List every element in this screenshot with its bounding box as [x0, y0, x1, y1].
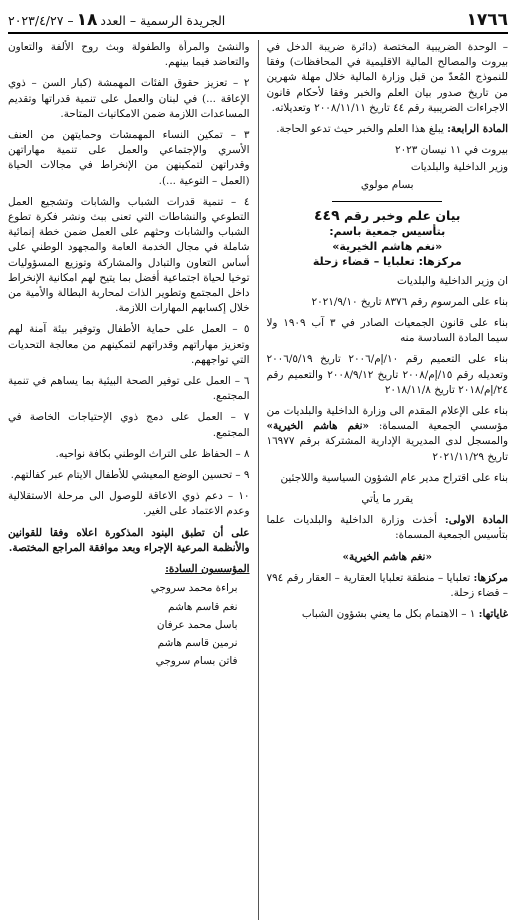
- notice-number: ٤٤٩: [314, 207, 340, 224]
- article-four: [267, 122, 509, 137]
- association-location: مركزها: تعلبايا – قضاء زحلة: [312, 255, 462, 269]
- goal-item-6: ٦ – العمل على توفير الصحة البيئية بما يساهم في تنمية المجتمع.: [8, 375, 250, 403]
- goals-text: ١ – الاهتمام بكل ما يعني بشؤون الشباب: [301, 608, 479, 621]
- notification-association-name: «نغم هاشم الخيرية»: [266, 420, 369, 433]
- section-divider: [332, 201, 442, 202]
- based-on-proposal: بناء على اقتراح مدير عام الشؤون السياسية واللاجئين: [280, 471, 508, 484]
- left-column: [8, 40, 259, 920]
- goals-continuation: والنشئ والمرأة والطفولة وبث روح الألفة والتعاون والتعاضد فيما بينهم.: [8, 41, 250, 69]
- right-column: [259, 40, 509, 920]
- goal-item-5: ٥ – العمل على حماية الأطفال وتوفير بيئة آمنة لهم وتعزيز مهاراتهم وقدراتهم لتمكينهم من معالجة التحديات التي تواجههم.: [8, 323, 250, 366]
- based-on-circulars: بناء على التعميم رقم ١٠/إم/٢٠٠٦ تاريخ ٢٠٠٦/٥/١٩ وتعديله رقم ١٥/إم/٢٠٠٨ تاريخ ٢٠٠٨/٩/١٢ والتعميم رقم ٢٤/إم/٢٠١٨ تاريخ ٢٠١٨/١١/٨: [266, 353, 508, 396]
- article-one-association-name: «نغم هاشم الخيرية»: [342, 550, 432, 563]
- issue-date: – ٢٠٢٣/٤/٢٧: [8, 13, 74, 28]
- headquarters-text: تعلبايا – منطقة تعلبايا العقارية – العقار رقم ٧٩٤ – قضاء زحلة.: [266, 571, 508, 600]
- founder-name: براءة محمد سروجي: [150, 582, 238, 595]
- association-name: «نغم هاشم الخيرية»: [332, 240, 443, 254]
- based-on-decree: بناء على المرسوم رقم ٨٣٧٦ تاريخ ٢٠٢١/٩/١٠: [311, 295, 508, 308]
- goal-item-3: ٣ – تمكين النساء المهمشات وحمايتهن من العنف الأسري والإجتماعي والعمل على تنمية مهاراتهن وقدراتهن لتمكينهن من الإنخراط في مجالات الحياة (العمل – التوعية ...).: [8, 129, 250, 187]
- notice-subtitle: بتأسيس جمعية باسم:: [329, 225, 446, 239]
- goal-item-2: ٢ – تعزيز حقوق الفئات المهمشة (كبار السن – ذوي الإعاقة ...) في لبنان والعمل على تنمية قدراتها وتقديم المساعدات اللازمة ضمن الامكانيات المتاحة.: [8, 77, 250, 120]
- minister-title: وزير الداخلية والبلديات: [410, 161, 508, 174]
- conditions-paragraph: على أن تطبق البنود المذكورة اعلاه وفقا للقوانين والأنظمة المرعية الإجراء وبعد موافقة المراجع المختصة.: [8, 526, 250, 554]
- page-number: ١٧٦٦: [466, 10, 508, 30]
- founder-name: فاتن بسام سروجي: [155, 655, 238, 668]
- tax-unit-paragraph: – الوحدة الضريبية المختصة (دائرة ضريبة الدخل في بيروت والمصالح المالية الاقليمية في المحافظات) وفقا للنموذج المُعدّ من قبل وزارة المالية خلال مهلة شهرين من تاريخ صدور بيان العلم والخبر وفقا لأحكام قانون الاجراءات الضريبية رقم ٤٤ تاريخ ٢٠٠٨/١١/١١ وتعديلاته.: [266, 41, 508, 114]
- founder-name: نغم قاسم هاشم: [168, 600, 238, 613]
- article-one-text: أخذت وزارة الداخلية والبلديات علما بتأسيس الجمعية المسماة:: [266, 514, 508, 542]
- article-one-label: المادة الاولى:: [444, 514, 508, 527]
- notice-heading: [267, 208, 509, 270]
- headquarters-label: مركزها:: [473, 571, 508, 584]
- founders-title: المؤسسون السادة:: [165, 563, 250, 576]
- founders-list: [8, 562, 250, 669]
- date-place: بيروت في ١١ نيسان ٢٠٢٣: [395, 144, 508, 157]
- issue-number: ١٨: [76, 10, 98, 30]
- minister-name: بسام مولوي: [360, 178, 414, 191]
- goal-item-7: ٧ – العمل على دمج ذوي الإحتياجات الخاصة في المجتمع.: [8, 411, 250, 439]
- intro-line: ان وزير الداخلية والبلديات: [397, 274, 508, 287]
- based-on-notification: [267, 404, 509, 465]
- goal-item-8: ٨ – الحفاظ على التراث الوطني بكافة نواحيه.: [55, 447, 250, 460]
- article-one: [267, 513, 509, 543]
- notice-title: [267, 208, 509, 224]
- founder-name: باسل محمد عرفان: [156, 618, 238, 631]
- notification-text-b: والمسجل لدى المديرية الإدارية المشتركة برقم ١٦٩٧٧ تاريخ ٢٠٢١/١١/٢٩: [266, 435, 508, 463]
- issue-info: [8, 10, 225, 30]
- notice-title-prefix: بيان علم وخبر رقم: [344, 207, 461, 223]
- text-columns: [8, 40, 508, 920]
- article-four-label: المادة الرابعة:: [447, 123, 508, 136]
- goals-label: غاياتها:: [478, 608, 508, 621]
- goal-item-4: ٤ – تنمية قدرات الشباب والشابات وتشجيع العمل التطوعي والنشاطات التي تعنى ببث ونشر فكرة تطوع الشباب والشابات وحثهم على العمل ضمن خطة إنمائية شاملة في مجال الخدمة العامة والمجهود الوطني على أساس التعاون والتبادل والمشاركة وتوزيع المسؤوليات توخيا لحياة اجتماعية أفضل بما يتيح لهم امكانية الإنخراط داخل المجتمع وتطوير الذات لمحاربة البطالة والأمية من خلال إكسابهم المهارات اللازمة.: [8, 195, 250, 315]
- headquarters: [267, 571, 509, 601]
- notification-text-a: بناء على الإعلام المقدم الى وزارة الداخلية والبلديات من مؤسسي الجمعية المسماة:: [266, 405, 508, 433]
- decides-heading: يقرر ما يأتي: [361, 493, 414, 506]
- goal-item-9: ٩ – تحسين الوضع المعيشي للأطفال الايتام عبر كفالتهم.: [10, 469, 250, 482]
- based-on-law: بناء على قانون الجمعيات الصادر في ٣ آب ١٩٠٩ ولا سيما المادة السادسة منه: [266, 317, 508, 345]
- goal-item-10: ١٠ – دعم ذوي الاعاقة للوصول الى مرحلة الاستقلالية وعدم الاعتماد على الغير.: [8, 490, 250, 518]
- article-four-text: يبلغ هذا العلم والخبر حيث تدعو الحاجة.: [276, 123, 448, 136]
- page-header: [8, 6, 508, 34]
- founder-name: نرمين قاسم هاشم: [157, 636, 238, 649]
- goals: [267, 607, 509, 622]
- issue-prefix: الجريدة الرسمية – العدد: [100, 13, 226, 28]
